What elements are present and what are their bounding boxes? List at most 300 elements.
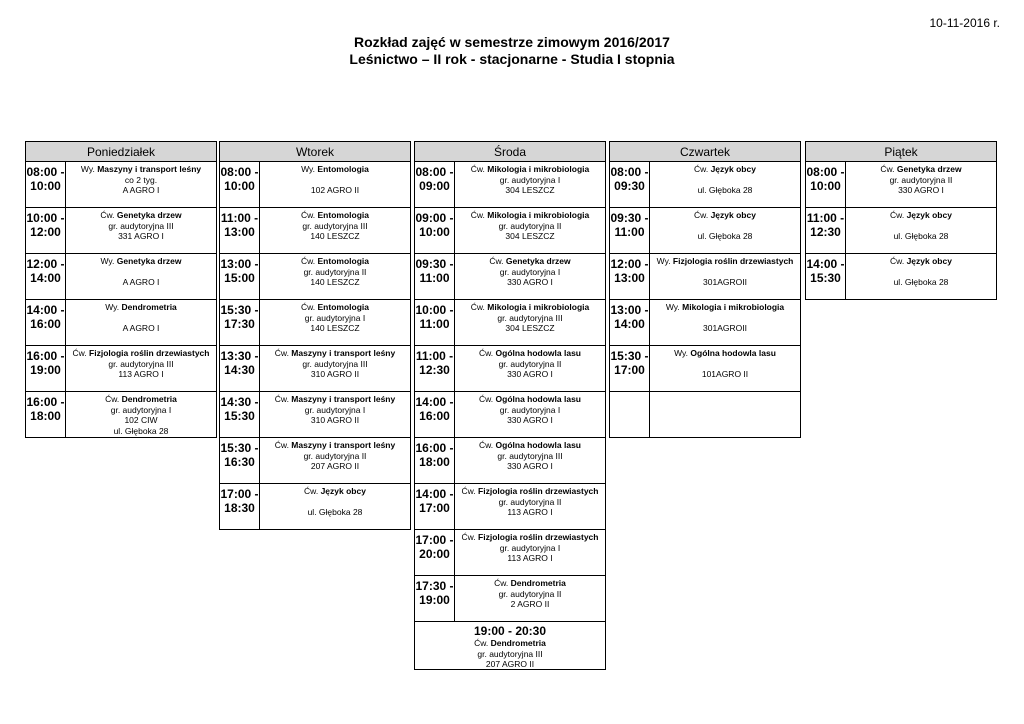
class-detail — [66, 267, 216, 278]
class-detail: 102 CIW — [124, 415, 158, 425]
slot-info — [455, 208, 605, 253]
class-subject: Entomologia — [317, 302, 369, 312]
class-type: Wy. — [656, 256, 673, 266]
slot-info — [260, 300, 410, 345]
slot-time-start: 11:00 - — [806, 211, 845, 225]
class-detail: 304 LESZCZ — [505, 185, 555, 195]
class-detail: 113 AGRO I — [118, 369, 164, 379]
class-title — [846, 210, 996, 221]
class-type: Wy. — [100, 256, 117, 266]
slot-time — [415, 208, 455, 253]
slot-time — [220, 392, 260, 437]
slot-time-end: 20:00 — [419, 547, 450, 561]
class-type: Ćw. — [470, 302, 488, 312]
class-title — [455, 440, 605, 451]
slot-time-end: 12:30 — [419, 363, 450, 377]
slot-time-start: 14:00 - — [806, 257, 845, 271]
schedule-slot — [219, 438, 411, 484]
slot-time — [26, 346, 66, 391]
class-title — [260, 394, 410, 405]
class-title — [260, 486, 410, 497]
class-detail: 101AGRO II — [701, 369, 749, 379]
class-type: Wy. — [674, 348, 691, 358]
slot-time-end: 18:00 — [30, 409, 61, 423]
class-type: Ćw. — [274, 440, 292, 450]
slot-time — [610, 162, 650, 207]
day-column — [414, 141, 606, 670]
slot-time-end: 09:00 — [419, 179, 450, 193]
slot-time — [806, 254, 846, 299]
class-title — [455, 486, 605, 497]
class-title — [260, 440, 410, 451]
class-detail: gr. audytoryjna III — [497, 450, 563, 461]
slot-time-end: 10:00 — [810, 179, 841, 193]
class-title — [455, 394, 605, 405]
class-title — [260, 164, 410, 175]
slot-info — [650, 392, 800, 437]
slot-time — [610, 300, 650, 345]
schedule-slot — [414, 208, 606, 254]
slot-time — [415, 300, 455, 345]
slot-info — [260, 162, 410, 207]
class-detail: gr. audytoryjna II — [303, 266, 367, 277]
class-subject: Język obcy — [906, 256, 952, 266]
class-detail — [650, 267, 800, 278]
class-detail: gr. audytoryjna II — [498, 588, 562, 599]
class-detail: 331 AGRO I — [118, 231, 164, 241]
class-subject: Język obcy — [906, 210, 952, 220]
class-detail — [846, 221, 996, 232]
class-detail: gr. audytoryjna I — [499, 174, 561, 185]
class-type: Ćw. — [470, 210, 488, 220]
slot-time-start: 14:00 - — [415, 395, 454, 409]
schedule-slot — [805, 254, 997, 300]
slot-time-end: 16:00 — [30, 317, 61, 331]
schedule-slot — [25, 162, 217, 208]
slot-time-end: 14:00 — [614, 317, 645, 331]
slot-time-start: 16:00 - — [415, 441, 454, 455]
schedule-slot — [414, 438, 606, 484]
day-column — [609, 141, 801, 438]
slot-time-start: 14:00 - — [26, 303, 65, 317]
slot-time-start: 13:00 - — [220, 257, 259, 271]
slot-info — [455, 392, 605, 437]
schedule-slot — [25, 208, 217, 254]
class-detail: 330 AGRO I — [507, 277, 553, 287]
class-detail: 207 AGRO II — [310, 461, 360, 471]
slot-time-start: 17:30 - — [415, 579, 454, 593]
class-subject: Dendrometria — [490, 638, 546, 648]
class-detail: 140 LESZCZ — [310, 231, 360, 241]
class-type: Ćw. — [304, 486, 321, 496]
class-detail: gr. audytoryjna II — [889, 174, 953, 185]
schedule-slot — [414, 576, 606, 622]
class-detail: A AGRO I — [122, 323, 160, 333]
slot-info — [66, 208, 216, 253]
day-header: Czwartek — [609, 141, 801, 162]
class-title — [455, 256, 605, 267]
class-subject: Ogólna hodowla lasu — [495, 440, 581, 450]
slot-time — [220, 208, 260, 253]
class-title — [66, 394, 216, 405]
schedule-slot — [414, 162, 606, 208]
slot-time-start: 09:30 - — [415, 257, 454, 271]
schedule-slot — [414, 530, 606, 576]
slot-time-end: 16:30 — [224, 455, 255, 469]
class-type: Wy. — [301, 164, 318, 174]
schedule-slot — [414, 346, 606, 392]
class-type: Wy. — [80, 164, 98, 174]
class-detail: gr. audytoryjna II — [498, 496, 562, 507]
title-line-2: Leśnictwo – II rok - stacjonarne - Studia I stopnia — [349, 51, 675, 67]
class-subject: Fizjologia roślin drzewiastych — [478, 486, 599, 496]
slot-time-start: 08:00 - — [610, 165, 649, 179]
slot-time — [220, 346, 260, 391]
slot-time — [26, 162, 66, 207]
slot-time-end: 10:00 — [419, 225, 450, 239]
class-detail — [650, 175, 800, 186]
class-detail: gr. audytoryjna I — [499, 404, 561, 415]
slot-time — [415, 254, 455, 299]
class-detail: 301AGROII — [703, 323, 747, 333]
class-title — [260, 348, 410, 359]
class-detail: gr. audytoryjna I — [499, 266, 561, 277]
slot-info — [846, 254, 996, 299]
class-title — [455, 532, 605, 543]
slot-info — [455, 300, 605, 345]
class-subject: Genetyka drzew — [505, 256, 571, 266]
slot-info — [260, 208, 410, 253]
slot-time-end: 09:30 — [614, 179, 645, 193]
slot-time-start: 16:00 - — [26, 349, 65, 363]
class-detail: ul. Głęboka 28 — [893, 231, 949, 241]
class-detail: ul. Głęboka 28 — [697, 185, 753, 195]
class-detail: gr. audytoryjna III — [108, 358, 174, 369]
class-detail: gr. audytoryjna I — [499, 542, 561, 553]
slot-info — [455, 576, 605, 621]
class-subject: Mikologia i mikrobiologia — [487, 302, 590, 312]
slot-time — [415, 162, 455, 207]
class-detail: 304 LESZCZ — [505, 323, 555, 333]
class-subject: Entomologia — [317, 210, 369, 220]
schedule-slot — [414, 484, 606, 530]
day-column — [25, 141, 217, 438]
slot-time-end: 11:00 — [419, 271, 450, 285]
slot-info — [66, 300, 216, 345]
class-title — [455, 164, 605, 175]
class-title — [650, 302, 800, 313]
class-detail: 304 LESZCZ — [505, 231, 555, 241]
slot-time-start: 10:00 - — [415, 303, 454, 317]
class-subject: Entomologia — [317, 164, 369, 174]
schedule-slot — [414, 254, 606, 300]
class-subject: Maszyny i transport leśny — [291, 348, 396, 358]
slot-info — [66, 392, 216, 437]
slot-time — [610, 346, 650, 391]
class-detail: 330 AGRO I — [898, 185, 944, 195]
day-header: Wtorek — [219, 141, 411, 162]
schedule-slot — [219, 254, 411, 300]
class-title — [66, 164, 216, 175]
class-type: Ćw. — [890, 256, 907, 266]
class-title — [66, 210, 216, 221]
class-title — [650, 256, 800, 267]
class-type: Ćw. — [694, 210, 711, 220]
class-subject: Entomologia — [317, 256, 369, 266]
class-detail: gr. audytoryjna III — [108, 220, 174, 231]
slot-time-end: 14:00 — [30, 271, 61, 285]
schedule-slot — [25, 254, 217, 300]
class-detail: gr. audytoryjna III — [497, 312, 563, 323]
class-type: Ćw. — [478, 394, 496, 404]
class-title — [650, 348, 800, 359]
slot-time-start: 08:00 - — [26, 165, 65, 179]
slot-info — [846, 162, 996, 207]
class-subject: Ogólna hodowla lasu — [690, 348, 776, 358]
slot-time-end: 17:00 — [419, 501, 450, 515]
slot-time — [220, 300, 260, 345]
schedule-slot — [609, 300, 801, 346]
slot-time-start: 09:30 - — [610, 211, 649, 225]
document-date: 10-11-2016 r. — [929, 16, 1000, 30]
slot-time-end: 13:00 — [614, 271, 645, 285]
class-subject: Fizjologia roślin drzewiastych — [672, 256, 794, 266]
class-detail: 140 LESZCZ — [310, 277, 360, 287]
slot-time — [806, 208, 846, 253]
class-detail: gr. audytoryjna II — [498, 358, 562, 369]
slot-info — [650, 162, 800, 207]
class-subject: Genetyka drzew — [116, 210, 182, 220]
class-detail: 2 AGRO II — [510, 599, 550, 609]
slot-time-end: 19:00 — [419, 593, 450, 607]
class-type: Ćw. — [100, 210, 117, 220]
schedule-slot — [25, 300, 217, 346]
class-type: Ćw. — [300, 210, 318, 220]
class-detail: 330 AGRO I — [507, 461, 553, 471]
class-type: Ćw. — [890, 210, 907, 220]
schedule-slot — [219, 208, 411, 254]
class-type: Ćw. — [461, 532, 479, 542]
schedule-slot — [219, 300, 411, 346]
class-title — [650, 164, 800, 175]
class-detail — [650, 313, 800, 324]
class-title — [455, 302, 605, 313]
class-title — [455, 210, 605, 221]
class-title — [415, 638, 605, 649]
day-column — [219, 141, 411, 530]
slot-time-end: 11:00 — [419, 317, 450, 331]
schedule-slot — [25, 346, 217, 392]
class-title — [846, 164, 996, 175]
class-detail: gr. audytoryjna I — [304, 404, 366, 415]
class-detail: 330 AGRO I — [507, 369, 553, 379]
slot-time — [26, 208, 66, 253]
class-detail — [846, 267, 996, 278]
slot-time — [415, 392, 455, 437]
slot-time-start: 15:30 - — [610, 349, 649, 363]
class-title — [650, 210, 800, 221]
slot-time-start: 16:00 - — [26, 395, 65, 409]
slot-info — [66, 162, 216, 207]
class-title — [455, 348, 605, 359]
slot-time — [220, 438, 260, 483]
class-detail — [260, 497, 410, 508]
slot-info — [260, 484, 410, 529]
class-detail: 140 LESZCZ — [310, 323, 360, 333]
class-title — [260, 210, 410, 221]
slot-time-start: 09:00 - — [415, 211, 454, 225]
class-subject: Dendrometria — [121, 302, 177, 312]
schedule-slot — [25, 392, 217, 438]
class-detail: co 2 tyg. — [124, 174, 158, 185]
slot-time-start: 15:30 - — [220, 303, 259, 317]
class-subject: Genetyka drzew — [896, 164, 962, 174]
class-subject: Dendrometria — [121, 394, 177, 404]
schedule-slot — [219, 162, 411, 208]
class-detail: ul. Głęboka 28 — [113, 425, 169, 436]
class-type: Ćw. — [72, 348, 90, 358]
slot-time — [610, 208, 650, 253]
schedule-slot — [805, 208, 997, 254]
slot-time-end: 15:30 — [224, 409, 255, 423]
class-title — [260, 302, 410, 313]
class-detail — [66, 313, 216, 324]
class-subject: Genetyka drzew — [116, 256, 182, 266]
slot-time-start: 08:00 - — [220, 165, 259, 179]
day-column — [805, 141, 997, 300]
slot-time — [26, 254, 66, 299]
document-title — [0, 34, 1024, 68]
class-detail: A AGRO I — [122, 277, 160, 287]
class-detail: 310 AGRO II — [310, 415, 360, 425]
slot-info — [650, 254, 800, 299]
slot-info — [650, 346, 800, 391]
class-title — [66, 256, 216, 267]
class-detail: 113 AGRO I — [507, 553, 553, 563]
slot-info — [455, 530, 605, 575]
class-type: Ćw. — [274, 348, 292, 358]
class-type: Ćw. — [478, 348, 496, 358]
slot-info — [455, 346, 605, 391]
class-detail: ul. Głęboka 28 — [697, 231, 753, 241]
class-detail: gr. audytoryjna II — [303, 450, 367, 461]
class-detail — [650, 221, 800, 232]
class-subject: Fizjologia roślin drzewiastych — [89, 348, 210, 358]
class-subject: Maszyny i transport leśny — [97, 164, 202, 174]
slot-time-end: 13:00 — [224, 225, 255, 239]
class-subject: Język obcy — [710, 164, 756, 174]
slot-info — [650, 208, 800, 253]
class-subject: Ogólna hodowla lasu — [495, 394, 581, 404]
title-line-1: Rozkład zajęć w semestrze zimowym 2016/2017 — [354, 34, 670, 50]
slot-info — [66, 346, 216, 391]
slot-time-start: 08:00 - — [415, 165, 454, 179]
slot-time — [220, 484, 260, 529]
schedule-slot — [609, 346, 801, 392]
class-type: Ćw. — [880, 164, 897, 174]
slot-time-end: 16:00 — [419, 409, 450, 423]
slot-time-end: 10:00 — [30, 179, 61, 193]
slot-info — [260, 392, 410, 437]
slot-time-start: 11:00 - — [415, 349, 454, 363]
slot-info — [455, 438, 605, 483]
class-detail: A AGRO I — [122, 185, 160, 195]
slot-time — [806, 162, 846, 207]
slot-time-start: 10:00 - — [26, 211, 65, 225]
slot-info — [260, 438, 410, 483]
slot-info — [260, 346, 410, 391]
slot-time-end: 14:30 — [224, 363, 255, 377]
slot-time-end: 18:00 — [419, 455, 450, 469]
slot-time-end: 17:30 — [224, 317, 255, 331]
class-detail: gr. audytoryjna I — [304, 312, 366, 323]
slot-time-end: 15:30 — [810, 271, 841, 285]
slot-time-start: 13:00 - — [610, 303, 649, 317]
class-subject: Mikologia i mikrobiologia — [487, 210, 590, 220]
class-title — [260, 256, 410, 267]
schedule-slot — [805, 162, 997, 208]
class-title — [846, 256, 996, 267]
slot-time — [26, 392, 66, 437]
class-subject: Ogólna hodowla lasu — [495, 348, 581, 358]
class-detail — [650, 359, 800, 370]
class-detail: 102 AGRO II — [310, 185, 360, 195]
slot-time-end: 17:00 — [614, 363, 645, 377]
class-detail: 301AGROII — [703, 277, 747, 287]
class-title — [66, 348, 216, 359]
class-subject: Mikologia i mikrobiologia — [487, 164, 590, 174]
class-subject: Język obcy — [320, 486, 366, 496]
class-type: Ćw. — [105, 394, 122, 404]
day-header: Poniedziałek — [25, 141, 217, 162]
class-detail: gr. audytoryjna III — [477, 648, 543, 659]
slot-time — [26, 300, 66, 345]
class-subject: Maszyny i transport leśny — [291, 394, 396, 404]
schedule-slot-extra — [414, 622, 606, 670]
slot-time-start: 08:00 - — [806, 165, 845, 179]
slot-time — [415, 346, 455, 391]
slot-time — [610, 254, 650, 299]
class-subject: Dendrometria — [510, 578, 566, 588]
slot-time — [415, 576, 455, 621]
slot-time-start: 17:00 - — [220, 487, 259, 501]
slot-time — [415, 484, 455, 529]
day-header: Środa — [414, 141, 606, 162]
slot-info — [455, 162, 605, 207]
slot-time-end: 19:00 — [30, 363, 61, 377]
slot-info — [455, 484, 605, 529]
class-subject: Język obcy — [710, 210, 756, 220]
schedule-slot — [414, 392, 606, 438]
slot-info — [846, 208, 996, 253]
class-detail: 207 AGRO II — [485, 659, 535, 669]
class-type: Ćw. — [470, 164, 488, 174]
day-header: Piątek — [805, 141, 997, 162]
slot-time-start: 14:00 - — [415, 487, 454, 501]
schedule-slot — [609, 392, 801, 438]
slot-time-start: 14:30 - — [220, 395, 259, 409]
class-type: Ćw. — [489, 256, 506, 266]
class-detail: gr. audytoryjna III — [302, 358, 368, 369]
slot-time — [610, 392, 650, 437]
slot-time-end: 12:00 — [30, 225, 61, 239]
schedule-slot — [609, 162, 801, 208]
slot-time-end: 15:00 — [224, 271, 255, 285]
class-title — [66, 302, 216, 313]
class-type: Ćw. — [300, 256, 318, 266]
slot-time-start: 12:00 - — [26, 257, 65, 271]
schedule-slot — [219, 346, 411, 392]
